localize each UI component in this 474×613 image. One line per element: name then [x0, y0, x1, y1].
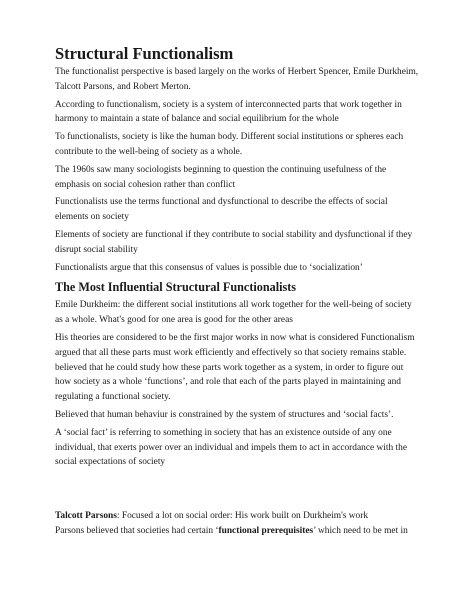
parsons-name: Talcott Parsons — [55, 511, 117, 522]
text-line: elements on society — [55, 212, 129, 223]
paragraph — [55, 130, 417, 160]
text-line: His theories are considered to be the first major works in now what is considered Functionalism — [55, 332, 415, 343]
text-line: Elements of society are functional if they contribute to social stability and dysfunctional if they — [55, 229, 413, 240]
text-line: regulating a functional society. — [55, 392, 171, 403]
text-line: Functionalists argue that this consensus of values is possible due to ‘socialization’ — [55, 262, 363, 273]
text-line — [55, 524, 417, 539]
text-run: : Focused a lot on social order: His work built on Durkheim's work — [116, 511, 369, 522]
text-line: harmony to maintain a state of balance and social equilibrium for the whole — [55, 114, 339, 125]
paragraph — [55, 331, 417, 405]
text-line: A ‘social fact’ is referring to something in society that has an existence outside of any one — [55, 427, 392, 438]
bold-term: functional prerequisites — [218, 525, 314, 536]
text-line: disrupt social stability — [55, 244, 138, 255]
text-line: believed that he could study how these parts work together as a system, in order to figure out — [55, 362, 404, 373]
text-line: The functionalist perspective is based largely on the works of Herbert Spencer, Emile Durkheim, — [55, 67, 419, 77]
blank-space — [55, 473, 417, 509]
text-line: To functionalists, society is like the human body. Different social institutions or spheres each — [55, 132, 404, 143]
text-line: contribute to the well-being of society as a whole. — [55, 146, 243, 157]
text-line: Believed that human behaviur is constrained by the system of structures and ‘social facts’. — [55, 409, 394, 420]
paragraph — [55, 298, 417, 328]
text-line: emphasis on social cohesion rather than conflict — [55, 179, 236, 190]
text-line: as a whole. What's good for one area is good for the other areas — [55, 315, 293, 326]
document-page — [55, 44, 417, 542]
section-heading: The Most Influential Structural Functionalists — [55, 280, 297, 295]
paragraph — [55, 261, 417, 276]
text-run: ’ which need to be met in — [313, 525, 408, 536]
intro-section — [55, 65, 417, 275]
text-run: Parsons believed that societies had certain ‘ — [55, 525, 219, 536]
paragraph — [55, 65, 417, 95]
paragraph — [55, 98, 417, 128]
text-line: The 1960s saw many sociologists beginning to question the continuing usefulness of the — [55, 164, 387, 175]
text-line: Functionalists use the terms functional and dysfunctional to describe the effects of social — [55, 197, 388, 208]
text-line: individual, that exerts power over an individual and impels them to act in accordance with the — [55, 442, 407, 453]
paragraph — [55, 195, 417, 225]
text-line: argued that all these parts must work efficiently and effectively so that society remains stable. — [55, 347, 407, 358]
paragraph — [55, 163, 417, 193]
paragraph — [55, 408, 417, 423]
text-line: social expectations of society — [55, 457, 166, 468]
paragraph — [55, 509, 417, 539]
durkheim-section — [55, 298, 417, 470]
text-line: how society as a whole ‘functions’, and role that each of the parts played in maintaining and — [55, 377, 401, 388]
text-line: Talcott Parsons, and Robert Merton. — [55, 81, 191, 92]
text-line: Emile Durkheim: the different social institutions all work together for the well-being of society — [55, 300, 412, 311]
parsons-section — [55, 509, 417, 539]
text-line — [55, 509, 417, 524]
page-title: Structural Functionalism — [55, 44, 234, 63]
text-line: According to functionalism, society is a system of interconnected parts that work together in — [55, 99, 402, 110]
paragraph — [55, 426, 417, 470]
paragraph — [55, 228, 417, 258]
